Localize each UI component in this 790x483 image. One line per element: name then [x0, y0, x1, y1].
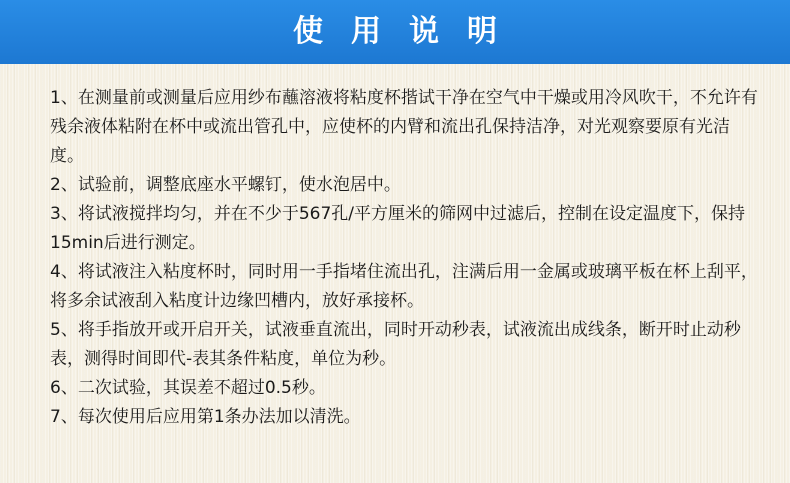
instructions-list [50, 84, 760, 432]
instruction-item-3: 3、将试液搅拌均匀，并在不少于567孔/平方厘米的筛网中过滤后，控制在设定温度下，保持15min后进行测定。 [50, 204, 745, 253]
instruction-item-5: 5、将手指放开或开启开关，试液垂直流出，同时开动秒表，试液流出成线条，断开时止动秒表，测得时间即代-表其条件粘度，单位为秒。 [50, 320, 741, 369]
instruction-item-2: 2、试验前，调整底座水平螺钉，使水泡居中。 [50, 175, 401, 195]
header-bar [0, 0, 790, 64]
instruction-item-7: 7、每次使用后应用第1条办法加以清洗。 [50, 407, 361, 427]
page-title: 使用说明 [293, 14, 525, 49]
instruction-item-6: 6、二次试验，其误差不超过0.5秒。 [50, 378, 326, 398]
instruction-item-1: 1、在测量前或测量后应用纱布蘸溶液将粘度杯揩试干净在空气中干燥或用冷风吹干，不允许有残余液体粘附在杯中或流出管孔中，应使杯的内臂和流出孔保持洁净，对光观察要原有光洁度。 [50, 88, 758, 166]
instruction-item-4: 4、将试液注入粘度杯时，同时用一手指堵住流出孔，注满后用一金属或玻璃平板在杯上刮平，将多余试液刮入粘度计边缘凹槽内，放好承接杯。 [50, 262, 758, 311]
